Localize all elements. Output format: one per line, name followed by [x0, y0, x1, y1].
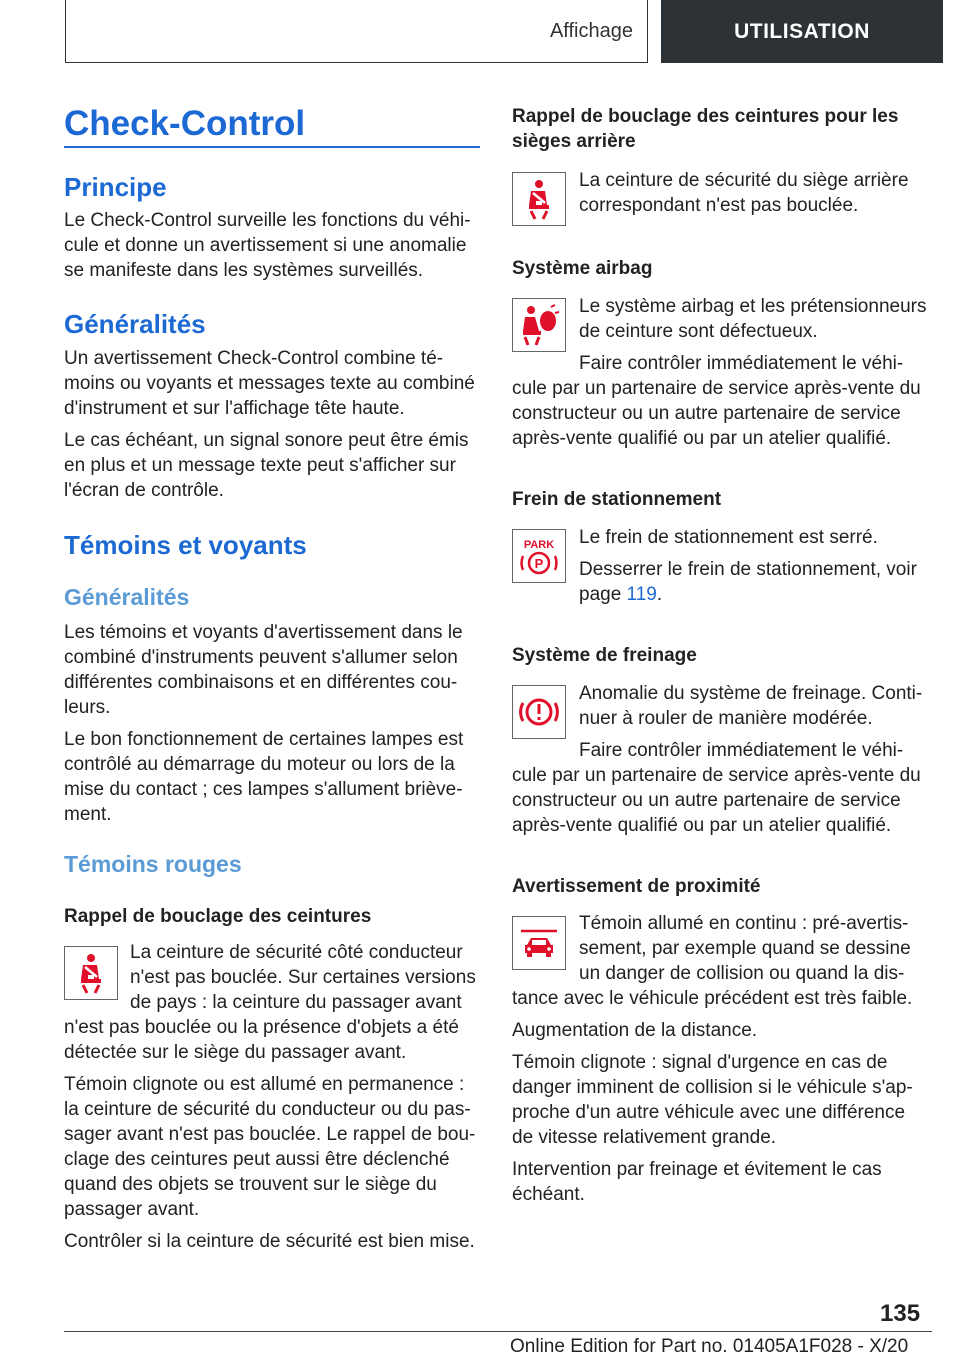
footer-edition: Online Edition for Part no. 01405A1F028 - X/20 — [510, 1336, 909, 1357]
text-line: Contrôler si la ceinture de sécurité est bien mise. — [64, 1231, 475, 1252]
brake-warning-icon — [512, 685, 566, 739]
heading-generalites: Généralités — [64, 309, 206, 339]
text-line: contrôlé au démarrage du moteur ou lors de la — [64, 754, 455, 775]
freinage-text-indent — [579, 681, 931, 763]
text-line: La ceinture de sécurité côté conducteur — [130, 942, 463, 963]
page-title: Check-Control — [64, 104, 306, 143]
heading-systeme-freinage: Système de freinage — [512, 645, 697, 666]
text-line: d'instrument et sur l'affichage tête haute. — [64, 398, 405, 419]
text-line: moins ou voyants et messages texte au combiné — [64, 373, 475, 394]
text-line: La ceinture de sécurité du siège arrière — [579, 170, 909, 191]
heading-rappel-ceintures: Rappel de bouclage des ceintures — [64, 906, 372, 927]
proximity-warning-icon — [512, 916, 566, 970]
text-line: constructeur ou un autre partenaire de service — [512, 403, 901, 424]
airbag-text-indent — [579, 294, 931, 376]
text-line: constructeur ou un autre partenaire de service — [512, 790, 901, 811]
principe-text — [64, 208, 480, 283]
text-line: correspondant n'est pas bouclée. — [579, 195, 859, 216]
text-line: cule par un partenaire de service après-vente du — [512, 378, 921, 399]
text-line: détectée sur le siège du passager avant. — [64, 1042, 407, 1063]
header-chapter-tab: UTILISATION — [661, 0, 943, 63]
text-line: de ceinture sont défectueux. — [579, 321, 818, 342]
text-line: Augmentation de la distance. — [512, 1020, 758, 1041]
frein-text — [579, 525, 931, 607]
text-line — [579, 582, 931, 607]
parking-brake-icon-box — [512, 529, 566, 583]
text-line: l'écran de contrôle. — [64, 480, 224, 501]
text-line: ment. — [64, 804, 112, 825]
text-line: leurs. — [64, 697, 111, 718]
page-number: 135 — [880, 1300, 921, 1327]
park-icon — [517, 534, 561, 578]
text-line: la ceinture de sécurité du conducteur ou du pas- — [64, 1099, 471, 1120]
text-line: Le frein de stationnement est serré. — [579, 527, 878, 548]
heading-frein-stationnement: Frein de stationnement — [512, 489, 722, 510]
heading-avertissement-proximite: Avertissement de proximité — [512, 876, 761, 897]
text-line: échéant. — [512, 1184, 585, 1205]
footer-divider — [64, 1331, 932, 1332]
seatbelt-icon — [69, 951, 113, 995]
text-line: Intervention par freinage et évitement le cas — [512, 1159, 882, 1180]
ceintures-text-indent — [130, 940, 482, 1015]
header-section-label: Affichage — [549, 19, 633, 42]
text-line: n'est pas bouclée. Sur certaines versions — [130, 967, 476, 988]
generalites-text — [64, 346, 484, 503]
text-line: Le système airbag et les prétensionneurs — [579, 296, 927, 317]
text-line: sager avant n'est pas bouclée. Le rappel de bou- — [64, 1124, 476, 1145]
text-line: Le bon fonctionnement de certaines lampes est — [64, 729, 464, 750]
heading-generalites-2: Généralités — [64, 584, 190, 610]
seatbelt-warning-icon — [64, 946, 118, 1000]
text-line: cule et donne un avertissement si une anomalie — [64, 235, 467, 256]
proximite-text-indent — [579, 911, 931, 986]
text-line: en plus et un message texte peut s'afficher sur — [64, 455, 456, 476]
svg-text:P: P — [534, 556, 544, 571]
text-line: sement, par exemple quand se dessine — [579, 938, 911, 959]
text-line: après-vente qualifié ou par un atelier qualifié. — [512, 428, 892, 449]
title-underline — [64, 146, 480, 148]
heading-line: Rappel de bouclage des ceintures pour les — [512, 106, 899, 127]
generalites2-text — [64, 620, 484, 827]
text-line: Les témoins et voyants d'avertissement dans le — [64, 622, 463, 643]
svg-text:PARK: PARK — [523, 539, 555, 551]
proximite-text — [512, 986, 932, 1207]
text-line: Témoin allumé en continu : pré-avertis- — [579, 913, 909, 934]
text-line: n'est pas bouclée ou la présence d'objets a été — [64, 1017, 459, 1038]
text-span: page — [579, 584, 627, 605]
text-line: différentes combinaisons et en différentes cou- — [64, 672, 458, 693]
text-line: combiné d'instruments peuvent s'allumer selon — [64, 647, 458, 668]
seatbelt-icon — [517, 177, 561, 221]
heading-line: sièges arrière — [512, 131, 636, 152]
text-line: Témoin clignote ou est allumé en permanence : — [64, 1074, 465, 1095]
text-line: Faire contrôler immédiatement le véhi- — [579, 740, 904, 761]
text-line: de pays : la ceinture du passager avant — [130, 992, 462, 1013]
text-line: tance avec le véhicule précédent est très faible. — [512, 988, 913, 1009]
text-line: Témoin clignote : signal d'urgence en cas de — [512, 1052, 888, 1073]
text-line: mise du contact ; ces lampes s'allument briève- — [64, 779, 463, 800]
heading-rappel-arriere — [512, 104, 932, 154]
page-reference-link[interactable]: 119 — [626, 584, 657, 605]
heading-systeme-airbag: Système airbag — [512, 258, 653, 279]
rear-seatbelt-warning-icon — [512, 172, 566, 226]
text-line: Anomalie du système de freinage. Conti- — [579, 683, 923, 704]
text-line: proche d'un autre véhicule avec une différence — [512, 1102, 906, 1123]
heading-temoins-rouges: Témoins rouges — [64, 851, 242, 877]
text-line: après-vente qualifié ou par un atelier qualifié. — [512, 815, 892, 836]
text-line: danger imminent de collision si le véhicule s'ap- — [512, 1077, 913, 1098]
arriere-text — [579, 168, 931, 218]
airbag-warning-icon — [512, 298, 566, 352]
text-line: de vitesse relativement grande. — [512, 1127, 777, 1148]
airbag-icon — [517, 303, 561, 347]
text-line: Le cas échéant, un signal sonore peut être émis — [64, 430, 469, 451]
freinage-text — [512, 763, 932, 838]
text-line: quand des objets se trouvent sur le siège du — [64, 1174, 437, 1195]
text-line: Le Check-Control surveille les fonctions du véhi- — [64, 210, 471, 231]
text-line: clage des ceintures peut aussi être déclenché — [64, 1149, 450, 1170]
text-line: Un avertissement Check-Control combine té- — [64, 348, 444, 369]
text-span: . — [656, 584, 663, 605]
heading-principe: Principe — [64, 172, 167, 202]
text-line: Faire contrôler immédiatement le véhi- — [579, 353, 904, 374]
text-line: Desserrer le frein de stationnement, voir — [579, 559, 917, 580]
text-line: passager avant. — [64, 1199, 200, 1220]
text-line: cule par un partenaire de service après-vente du — [512, 765, 921, 786]
text-line: nuer à rouler de manière modérée. — [579, 708, 873, 729]
header-section-box — [65, 0, 648, 63]
airbag-text — [512, 376, 932, 451]
ceintures-text — [64, 1015, 484, 1254]
heading-temoins-voyants: Témoins et voyants — [64, 530, 307, 560]
brake-system-icon — [517, 690, 561, 734]
text-line: un danger de collision ou quand la dis- — [579, 963, 905, 984]
text-line: se manifeste dans les systèmes surveillés. — [64, 260, 424, 281]
car-icon — [517, 921, 561, 965]
